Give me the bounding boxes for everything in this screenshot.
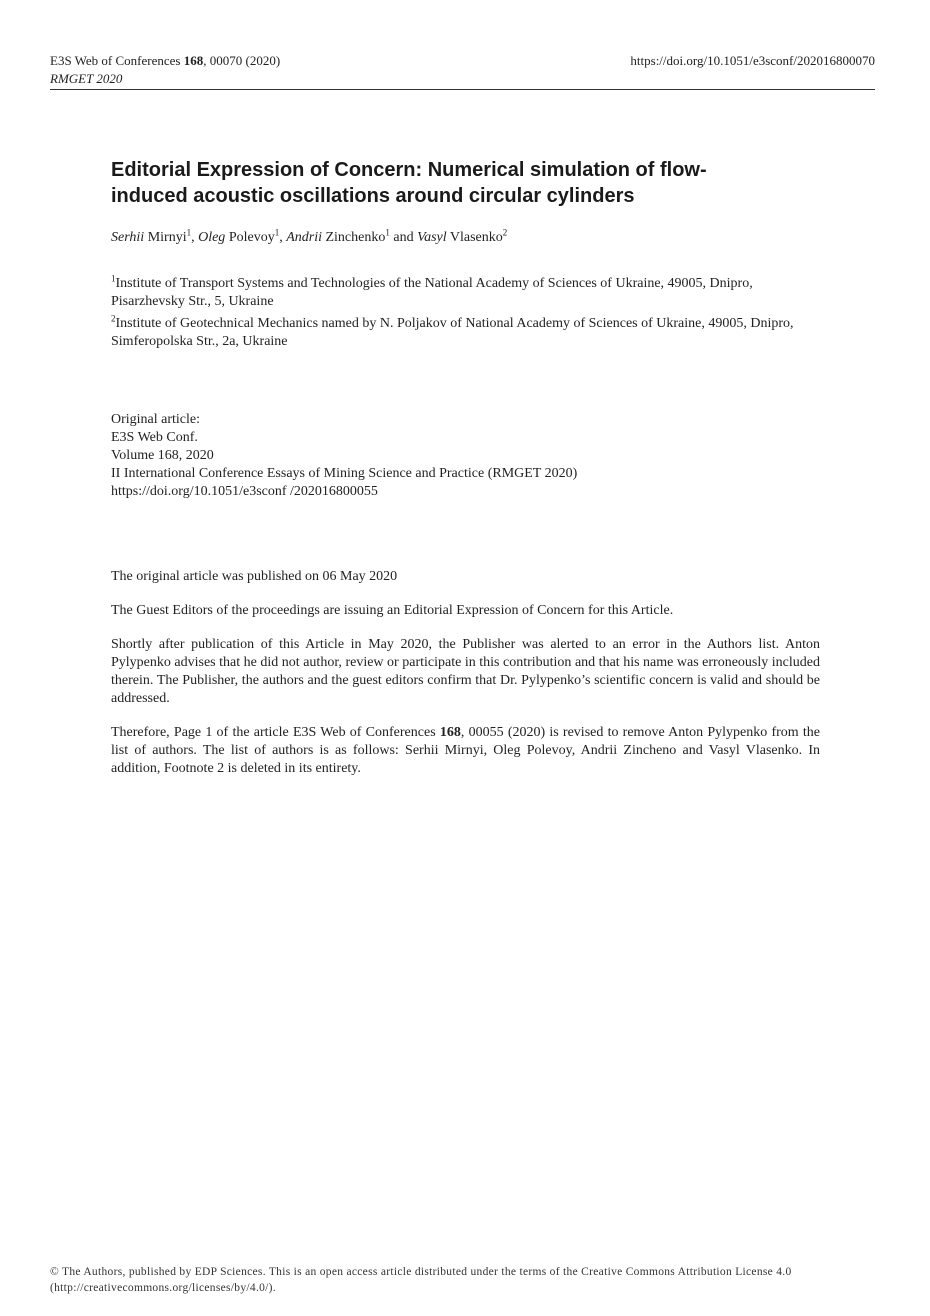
author-first-name: Oleg xyxy=(198,230,226,245)
author-first-name: Andrii xyxy=(286,230,322,245)
author-affiliation-mark: 1 xyxy=(186,227,192,238)
body-paragraph: The original article was published on 06 May 2020 xyxy=(111,569,398,584)
article-body xyxy=(111,568,820,794)
original-article-label: Original article: xyxy=(111,412,201,427)
original-article-volume: Volume 168, 2020 xyxy=(111,448,214,463)
author-first-name: Vasyl xyxy=(417,230,447,245)
running-header xyxy=(50,52,280,88)
author-last-name: Mirnyi xyxy=(144,230,187,245)
journal-citation: E3S Web of Conferences 168, 00070 (2020) xyxy=(50,53,281,68)
volume-number: 168 xyxy=(439,725,461,740)
article-title: Editorial Expression of Concern: Numerical simulation of flow-induced acoustic oscillations around circular cylinders xyxy=(111,159,707,207)
affiliation-2: $^2$Institute of Geotechnical Mechanics named by N. Poljakov of National Academy of Sciences of Ukraine, 49005, Dnipro, Simferopolska Str., 2a, Ukraine xyxy=(111,313,794,349)
conference-tag: RMGET 2020 xyxy=(50,71,123,86)
author-last-name: Zinchenko xyxy=(321,230,386,245)
author-affiliation-mark: 1 xyxy=(385,227,390,238)
author-list: Serhii Mirnyi$^1$, Oleg Polevoy$^1$, Andrii Zinchenko$^1$ and Vasyl Vlasenko$^2$ xyxy=(111,227,508,245)
author-affiliation-mark: 2 xyxy=(502,227,508,238)
affiliation-1: $^1$Institute of Transport Systems and Technologies of the National Academy of Sciences of Ukraine, 49005, Dnipro, Pisarzhevsky Str., 5, Ukraine xyxy=(111,273,753,309)
author-last-name: Polevoy xyxy=(225,230,275,245)
original-article-conference: II International Conference Essays of Mining Science and Practice (RMGET 2020) xyxy=(111,466,578,481)
author-first-name: Serhii xyxy=(111,230,145,245)
volume-number: 168 xyxy=(183,53,204,68)
original-article-doi-link[interactable]: https://doi.org/10.1051/e3sconf /202016800055 xyxy=(111,484,378,499)
header-doi-link[interactable]: https://doi.org/10.1051/e3sconf/202016800070 xyxy=(630,53,875,68)
license-footer xyxy=(50,1264,875,1296)
body-paragraph: The Guest Editors of the proceedings are issuing an Editorial Expression of Concern for this Article. xyxy=(111,603,674,618)
body-paragraph: Shortly after publication of this Article in May 2020, the Publisher was alerted to an error in the Authors list. Anton Pylypenko advises that he did not author, review or participate in this contribution and that his name was erroneously included therein. The Publisher, the authors and the guest editors confirm that Dr. Pylypenko’s scientific concern is valid and should be addressed. xyxy=(111,637,820,706)
original-article-journal: E3S Web Conf. xyxy=(111,430,198,445)
author-last-name: Vlasenko xyxy=(446,230,503,245)
header-divider xyxy=(50,89,875,90)
author-affiliation-mark: 1 xyxy=(274,227,280,238)
affiliations xyxy=(111,275,821,355)
license-text: © The Authors, published by EDP Sciences. This is an open access article distributed under the terms of the Creative Commons Attribution License 4.0 xyxy=(50,1266,792,1278)
license-link[interactable]: (http://creativecommons.org/licenses/by/4.0/). xyxy=(50,1282,276,1294)
original-article-reference xyxy=(111,411,577,501)
body-paragraph: Therefore, Page 1 of the article E3S Web of Conferences 168, 00055 (2020) is revised to remove Anton Pylypenko from the list of authors. The list of authors is as follows: Serhii Mirnyi, Oleg Polevoy, Andrii Zincheno and Vasyl Vlasenko. In addition, Footnote 2 is deleted in its entirety. xyxy=(111,725,820,776)
